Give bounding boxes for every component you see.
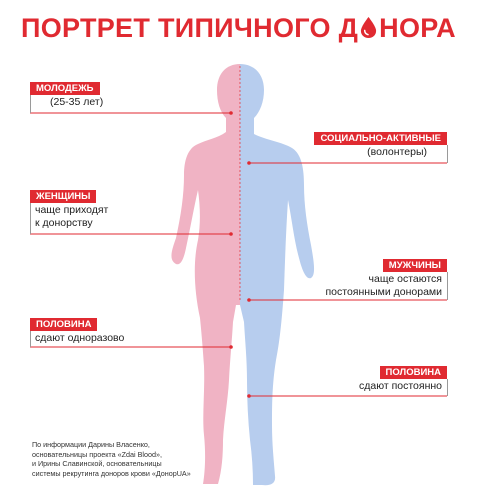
youth-text: (25-35 лет) xyxy=(50,96,104,108)
source-line-2: основательницы проекта «Zdai Blood», xyxy=(32,449,162,459)
youth-bracket xyxy=(30,95,31,113)
dot-half-once xyxy=(229,345,233,349)
women-bracket xyxy=(30,203,31,234)
dot-women xyxy=(229,232,233,236)
dot-half-regular xyxy=(247,394,251,398)
source-line-1: По информации Дарины Власенко, xyxy=(32,440,150,449)
women-text-line-2: к донорству xyxy=(35,217,93,229)
women-text xyxy=(35,204,108,230)
social-bracket xyxy=(447,145,448,163)
dot-youth xyxy=(229,111,233,115)
social-tag: СОЦИАЛЬНО-АКТИВНЫЕ xyxy=(314,132,447,145)
male-half-silhouette xyxy=(240,64,314,485)
half-regular-bracket xyxy=(447,379,448,396)
half-once-tag: ПОЛОВИНА xyxy=(30,318,97,331)
women-tag: ЖЕНЩИНЫ xyxy=(30,190,96,203)
title-text-start: ПОРТРЕТ ТИПИЧНОГО Д xyxy=(21,13,359,43)
source-line-3: и Ирины Славинской, основательницы xyxy=(32,459,162,468)
men-tag: МУЖЧИНЫ xyxy=(383,259,447,272)
half-once-text: сдают одноразово xyxy=(35,332,125,344)
dot-social xyxy=(247,161,251,165)
female-half-silhouette xyxy=(171,64,240,484)
women-text-line-1: чаще приходят xyxy=(35,204,109,216)
half-regular-text: сдают постоянно xyxy=(358,380,442,392)
social-text: (волонтеры) xyxy=(367,146,427,158)
source-note xyxy=(32,440,232,478)
youth-tag: МОЛОДЕЖЬ xyxy=(30,82,100,95)
half-regular-tag: ПОЛОВИНА xyxy=(380,366,447,379)
half-once-bracket xyxy=(30,331,31,347)
men-text xyxy=(325,273,442,299)
men-text-line-2: постоянными донорами xyxy=(325,286,442,298)
title-text-end: НОРА xyxy=(379,13,456,43)
dot-men xyxy=(247,298,251,302)
source-line-4: системы рекрутинга доноров крови «ДонорUA» xyxy=(32,468,191,478)
men-text-line-1: чаще остаются xyxy=(368,273,442,285)
men-bracket xyxy=(447,272,448,300)
